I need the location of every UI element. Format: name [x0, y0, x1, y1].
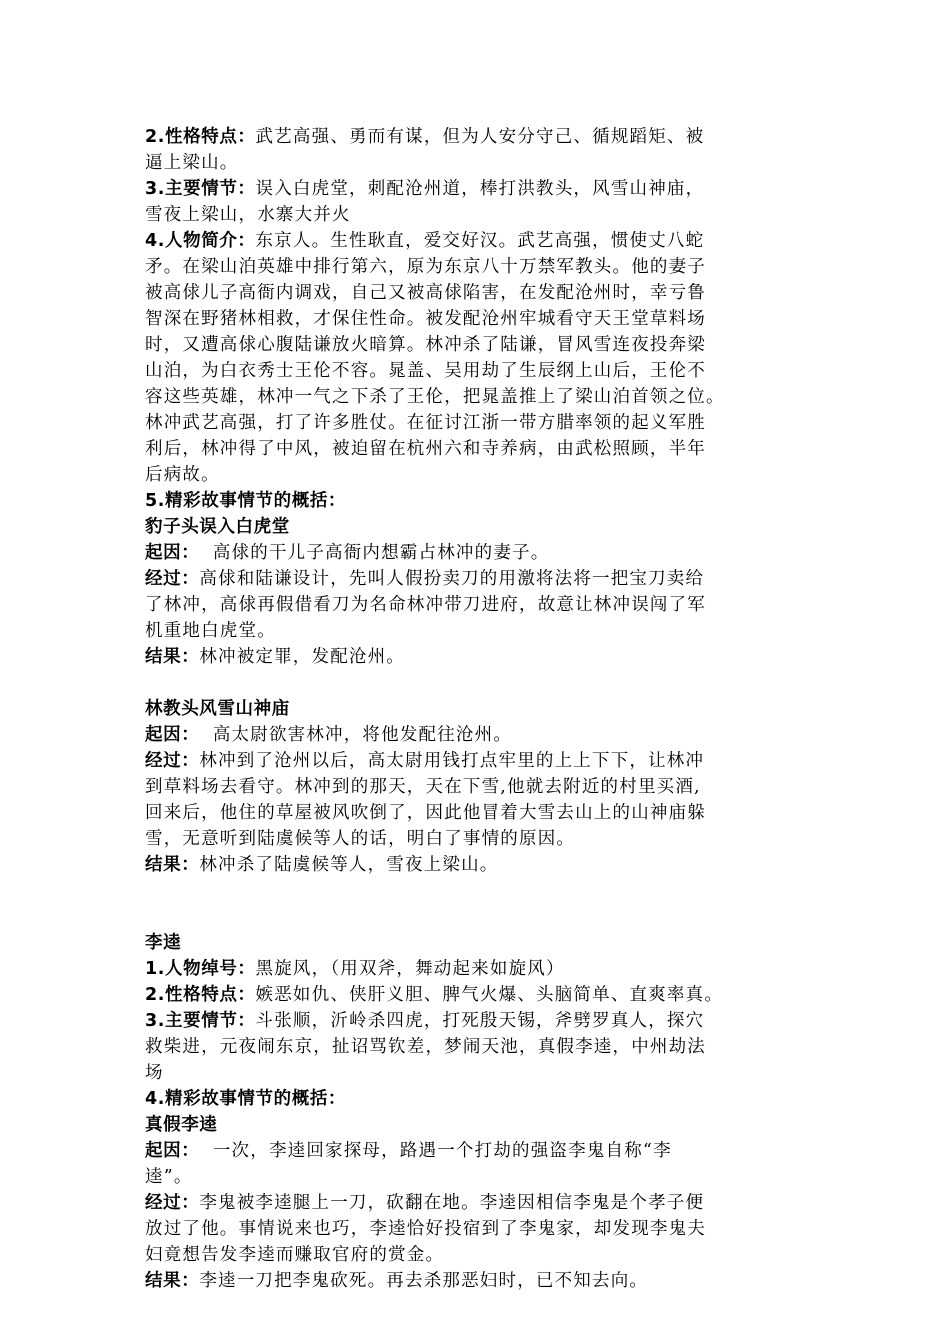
process-label: 经过： — [145, 569, 200, 589]
likui-plot-label: 3.主要情节： — [145, 1011, 256, 1031]
process-label: 经过： — [145, 751, 200, 771]
lin-story1-cause — [145, 540, 815, 566]
lin-story1-process-line: 机重地白虎堂。 — [145, 621, 276, 641]
result-label: 结果： — [145, 855, 200, 875]
likui-nickname-label: 1.人物绰号： — [145, 959, 256, 979]
lin-intro-line: 时，又遭高俅心腹陆谦放火暗算。林冲杀了陆谦，冒风雪连夜投奔梁 — [145, 335, 706, 355]
lin-story2-title: 林教头风雪山神庙 — [145, 699, 290, 719]
spacer — [145, 670, 815, 696]
cause-text: 一次，李逵回家探母，路遇一个打劫的强盗李鬼自称“李 — [199, 1141, 672, 1161]
process-text: 高俅和陆谦设计，先叫人假扮卖刀的用激将法将一把宝刀卖给 — [199, 569, 705, 589]
lin-intro-line: 山泊，为白衣秀士王伦不容。晁盖、吴用劫了生辰纲上山后，王伦不 — [145, 361, 706, 381]
lin-story2-process — [145, 748, 815, 774]
lin-story1-result — [145, 644, 815, 670]
likui-plot-line: 场 — [145, 1063, 164, 1083]
lin-plot-line-2: 雪夜上梁山，水寨大并火 — [145, 205, 351, 225]
result-label: 结果： — [145, 647, 200, 667]
cause-label: 起因： — [145, 725, 200, 745]
likui-name: 李逵 — [145, 933, 182, 953]
lin-intro-line-1 — [145, 228, 815, 254]
likui-story-process-line: 放过了他。事情说来也巧，李逵恰好投宿到了李鬼家，却发现李鬼夫 — [145, 1219, 706, 1239]
likui-story-process — [145, 1190, 815, 1216]
lin-intro-line: 被高俅儿子高衙内调戏，自己又被高俅陷害，在发配沧州时，幸亏鲁 — [145, 283, 706, 303]
process-label: 经过： — [145, 1193, 200, 1213]
lin-story2-cause — [145, 722, 815, 748]
spacer — [145, 878, 815, 904]
lin-story1-process — [145, 566, 815, 592]
lin-story2-process-line: 雪，无意听到陆虞候等人的话，明白了事情的原因。 — [145, 829, 576, 849]
result-text: 李逵一刀把李鬼砍死。再去杀那恶妇时，已不知去向。 — [199, 1271, 649, 1291]
cause-text: 高俅的干儿子高衙内想霸占林冲的妻子。 — [199, 543, 550, 563]
result-text: 林冲杀了陆虞候等人，雪夜上梁山。 — [199, 855, 499, 875]
process-text: 李鬼被李逵腿上一刀，砍翻在地。李逵因相信李鬼是个孝子便 — [199, 1193, 705, 1213]
lin-plot-line-1 — [145, 176, 815, 202]
result-text: 林冲被定罪，发配沧州。 — [199, 647, 406, 667]
lin-intro-line: 后病故。 — [145, 465, 220, 485]
document-page — [145, 124, 815, 1294]
likui-plot-line: 救柴进，元夜闹东京，扯诏骂钦差，梦闹天池，真假李逵，中州劫法 — [145, 1037, 706, 1057]
likui-nickname-line — [145, 956, 815, 982]
cause-label: 起因： — [145, 1141, 200, 1161]
likui-plot-text: 斗张顺，沂岭杀四虎，打死殷天锡，斧劈罗真人，探穴 — [255, 1011, 705, 1031]
cause-label: 起因： — [145, 543, 200, 563]
likui-plot-line-1 — [145, 1008, 815, 1034]
lin-trait-line-2: 逼上梁山。 — [145, 153, 239, 173]
lin-trait-line-1 — [145, 124, 815, 150]
spacer — [145, 904, 815, 930]
lin-story1-title: 豹子头误入白虎堂 — [145, 517, 290, 537]
likui-stories-heading: 4.精彩故事情节的概括： — [145, 1089, 347, 1109]
lin-trait-text: 武艺高强、勇而有谋，但为人安分守己、循规蹈矩、被 — [255, 127, 705, 147]
lin-story2-process-line: 到草料场去看守。林冲到的那天，天在下雪,他就去附近的村里买酒, — [145, 777, 701, 797]
process-text: 林冲到了沧州以后，高太尉用钱打点牢里的上上下下，让林冲 — [199, 751, 705, 771]
likui-story-result — [145, 1268, 815, 1294]
lin-intro-line: 林冲武艺高强，打了许多胜仗。在征讨江浙一带方腊率领的起义军胜 — [145, 413, 706, 433]
likui-trait-text: 嫉恶如仇、侠肝义胆、脾气火爆、头脑简单、直爽率真。 — [255, 985, 724, 1005]
lin-story2-process-line: 回来后，他住的草屋被风吹倒了，因此他冒着大雪去山上的山神庙躲 — [145, 803, 706, 823]
lin-intro-label: 4.人物简介： — [145, 231, 256, 251]
lin-intro-line: 智深在野猪林相救，才保住性命。被发配沧州牢城看守天王堂草料场 — [145, 309, 706, 329]
likui-story-process-line: 妇竟想告发李逵而赚取官府的赏金。 — [145, 1245, 445, 1265]
lin-plot-label: 3.主要情节： — [145, 179, 256, 199]
lin-trait-label: 2.性格特点： — [145, 127, 256, 147]
cause-text: 高太尉欲害林冲，将他发配往沧州。 — [199, 725, 513, 745]
result-label: 结果： — [145, 1271, 200, 1291]
lin-intro-line: 矛。在梁山泊英雄中排行第六，原为东京八十万禁军教头。他的妻子 — [145, 257, 706, 277]
likui-trait-line — [145, 982, 815, 1008]
likui-nickname-text: 黑旋风，（用双斧，舞动起来如旋风） — [255, 959, 565, 979]
likui-story-cause — [145, 1138, 815, 1164]
likui-trait-label: 2.性格特点： — [145, 985, 256, 1005]
lin-story1-process-line: 了林冲，高俅再假借看刀为名命林冲带刀进府，故意让林冲误闯了军 — [145, 595, 706, 615]
likui-story-cause-line-2: 逵”。 — [145, 1167, 193, 1187]
lin-story2-result — [145, 852, 815, 878]
lin-intro-text: 东京人。生性耿直，爱交好汉。武艺高强，惯使丈八蛇 — [255, 231, 705, 251]
lin-stories-heading: 5.精彩故事情节的概括： — [145, 491, 347, 511]
likui-story-title: 真假李逵 — [145, 1115, 218, 1135]
lin-intro-line: 利后，林冲得了中风，被迫留在杭州六和寺养病，由武松照顾，半年 — [145, 439, 706, 459]
lin-intro-line: 容这些英雄，林冲一气之下杀了王伦，把晁盖推上了梁山泊首领之位。 — [145, 387, 725, 407]
lin-plot-text: 误入白虎堂，刺配沧州道，棒打洪教头，风雪山神庙， — [255, 179, 705, 199]
